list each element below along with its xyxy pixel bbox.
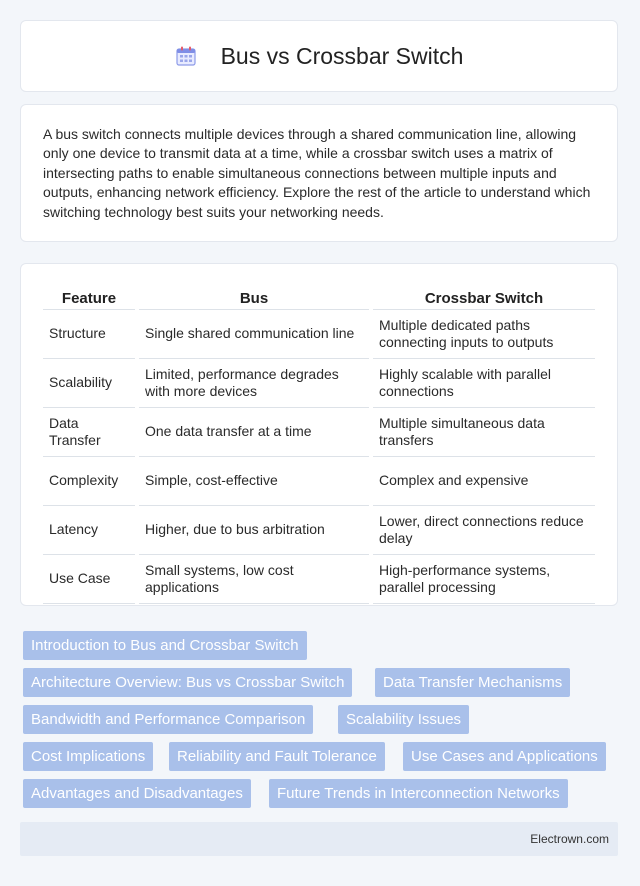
tag-future-trends[interactable]: Future Trends in Interconnection Networks (269, 779, 568, 808)
tag-bandwidth-performance[interactable]: Bandwidth and Performance Comparison (23, 705, 313, 734)
table-row (43, 359, 595, 408)
cell-crossbar: Complex and expensive (373, 457, 595, 506)
tag-use-cases[interactable]: Use Cases and Applications (403, 742, 606, 771)
cell-crossbar: High-performance systems, parallel processing (373, 555, 595, 604)
title-card (20, 20, 618, 92)
tag-data-transfer[interactable]: Data Transfer Mechanisms (375, 668, 570, 697)
table-header-row (43, 284, 595, 310)
table-row (43, 408, 595, 457)
cell-bus: Limited, performance degrades with more devices (139, 359, 369, 408)
cell-bus: One data transfer at a time (139, 408, 369, 457)
table-row (43, 310, 595, 359)
tag-introduction[interactable]: Introduction to Bus and Crossbar Switch (23, 631, 307, 660)
comparison-table-card (20, 263, 618, 606)
comparison-table (39, 284, 599, 604)
footer-site-name: Electrown.com (530, 832, 609, 846)
tag-cost[interactable]: Cost Implications (23, 742, 153, 771)
cell-feature: Latency (43, 506, 135, 555)
cell-feature: Use Case (43, 555, 135, 604)
tag-reliability[interactable]: Reliability and Fault Tolerance (169, 742, 385, 771)
header-crossbar: Crossbar Switch (373, 284, 595, 310)
cell-feature: Data Transfer (43, 408, 135, 457)
table-row (43, 555, 595, 604)
tag-scalability[interactable]: Scalability Issues (338, 705, 469, 734)
intro-paragraph: A bus switch connects multiple devices through a shared communication line, allowing only one device to transmit data at a time, while a crossbar switch uses a matrix of intersecting paths to enable simultaneous connections between multiple inputs and outputs, enhancing network efficiency. Explore the rest of the article to understand which switching technology best suits your networking needs. (43, 126, 591, 220)
cell-crossbar: Multiple dedicated paths connecting inputs to outputs (373, 310, 595, 359)
page-title: Bus vs Crossbar Switch (220, 42, 464, 69)
cell-bus: Single shared communication line (139, 310, 369, 359)
cell-crossbar: Highly scalable with parallel connections (373, 359, 595, 408)
intro-card (20, 104, 618, 242)
tag-advantages[interactable]: Advantages and Disadvantages (23, 779, 251, 808)
header-feature: Feature (43, 284, 135, 310)
table-row (43, 457, 595, 506)
table-row (43, 506, 595, 555)
cell-crossbar: Multiple simultaneous data transfers (373, 408, 595, 457)
footer (20, 822, 618, 856)
cell-feature: Structure (43, 310, 135, 359)
cell-feature: Scalability (43, 359, 135, 408)
cell-bus: Higher, due to bus arbitration (139, 506, 369, 555)
cell-feature: Complexity (43, 457, 135, 506)
calendar-icon (175, 45, 197, 67)
tag-architecture-overview[interactable]: Architecture Overview: Bus vs Crossbar Switch (23, 668, 352, 697)
header-bus: Bus (139, 284, 369, 310)
cell-bus: Small systems, low cost applications (139, 555, 369, 604)
cell-bus: Simple, cost-effective (139, 457, 369, 506)
cell-crossbar: Lower, direct connections reduce delay (373, 506, 595, 555)
